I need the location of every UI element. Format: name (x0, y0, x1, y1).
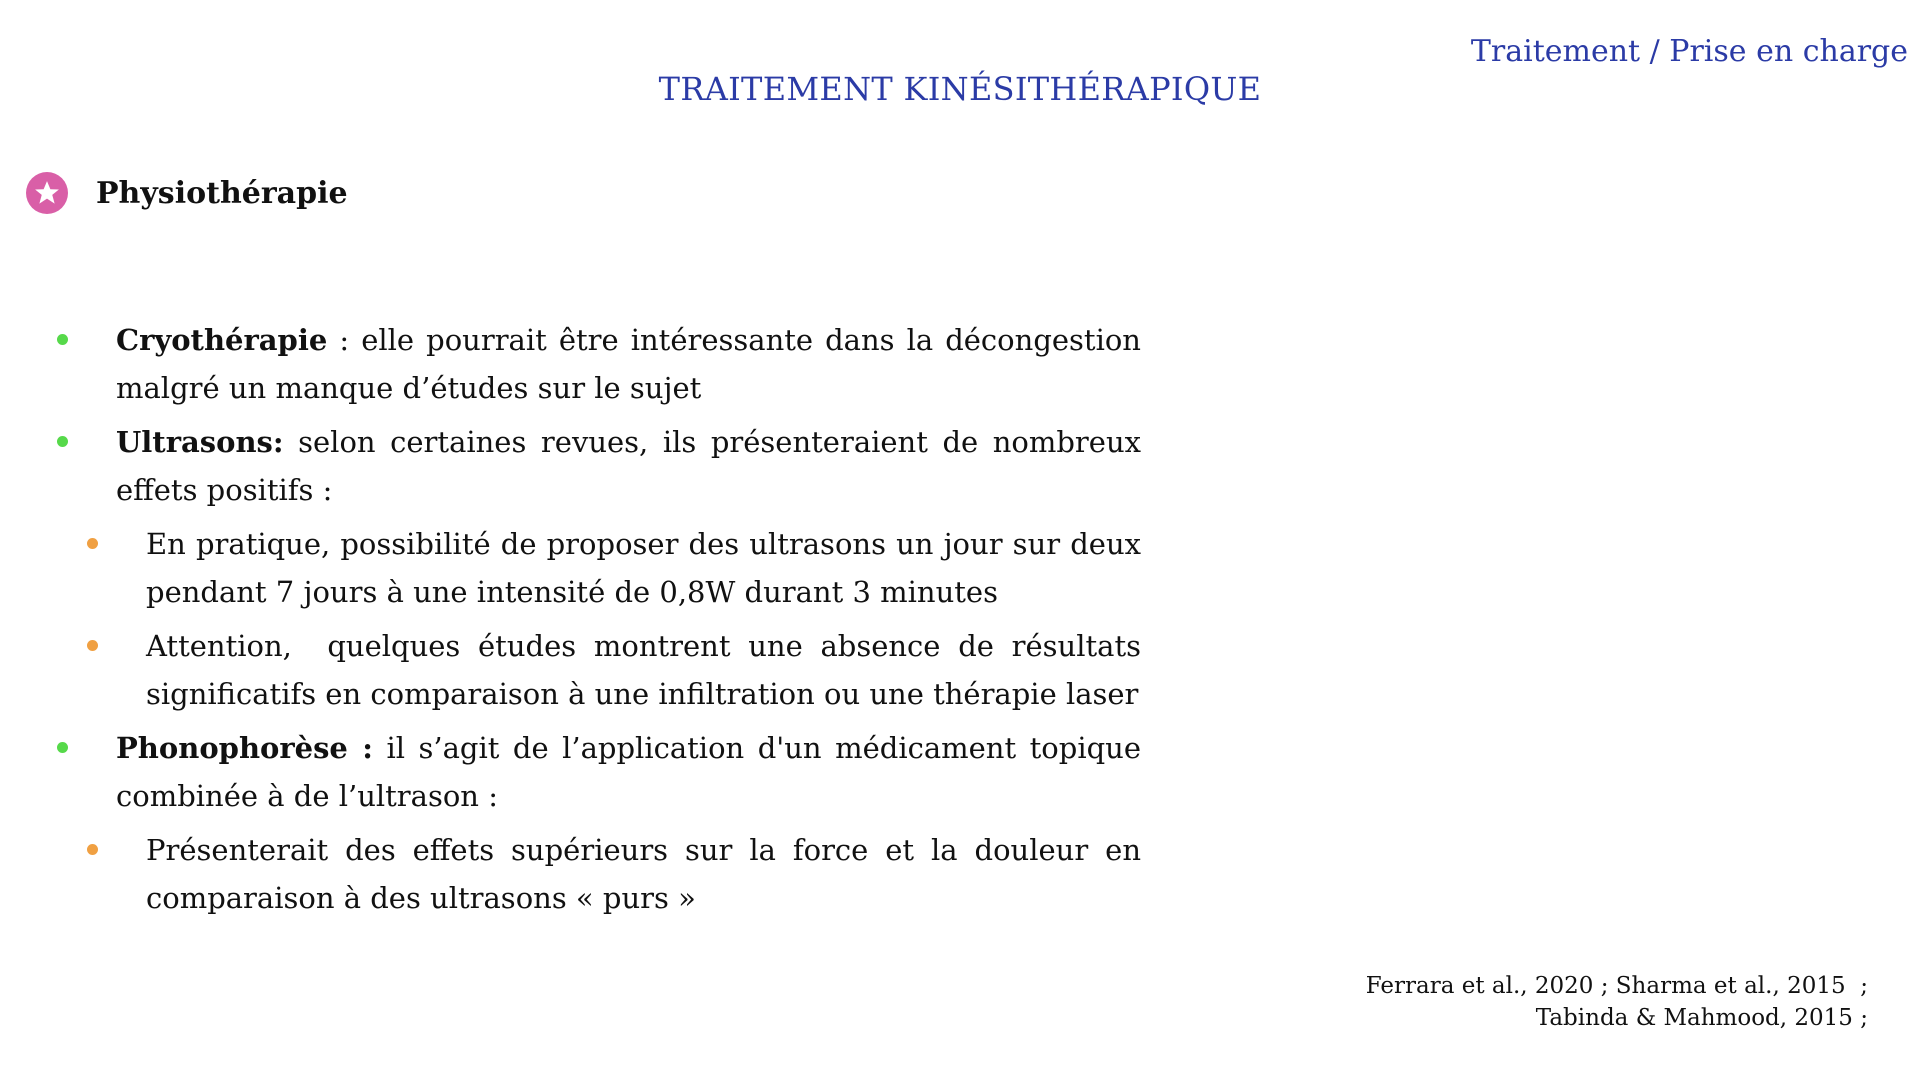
sub-item-practice (0, 520, 1141, 616)
section-label: Physiothérapie (96, 175, 348, 211)
item-text: il s’agit de l’application d'un médicament topique combinée à de l’ultrason : (116, 731, 1141, 813)
section-breadcrumb: Traitement / Prise en charge (1470, 34, 1908, 69)
list-item-cryotherapy (0, 316, 1141, 412)
bullet-list (0, 316, 1151, 928)
item-text: En pratique, possibilité de proposer des ultrasons un jour sur deux pendant 7 jours à une intensité de 0,8W durant 3 minutes (146, 527, 1141, 609)
references (1366, 970, 1868, 1034)
reference-line: Tabinda & Mahmood, 2015 ; (1535, 1005, 1868, 1031)
list-item-ultrasound (0, 418, 1141, 514)
bullet-icon (57, 334, 68, 345)
star-icon (26, 172, 68, 214)
item-text: Attention, quelques études montrent une absence de résultats significatifs en comparaison à une infiltration ou une thérapie laser (146, 629, 1151, 711)
sub-item-warning (0, 622, 1151, 718)
slide-title: TRAITEMENT KINÉSITHÉRAPIQUE (658, 70, 1262, 108)
bullet-icon (87, 640, 98, 651)
list-item-phonophoresis (0, 724, 1141, 820)
bullet-icon (87, 844, 98, 855)
item-term: Cryothérapie (116, 323, 328, 357)
sub-item-effects (0, 826, 1141, 922)
section-heading (26, 172, 348, 214)
bullet-icon (57, 436, 68, 447)
item-text: : elle pourrait être intéressante dans la décongestion malgré un manque d’études sur le sujet (116, 323, 1141, 405)
item-text: Présenterait des effets supérieurs sur la force et la douleur en comparaison à des ultrasons « purs » (146, 833, 1141, 915)
bullet-icon (87, 538, 98, 549)
item-term: Ultrasons: (116, 425, 284, 459)
item-term: Phonophorèse : (116, 731, 373, 765)
item-text: selon certaines revues, ils présenteraient de nombreux effets positifs : (116, 425, 1141, 507)
reference-line: Ferrara et al., 2020 ; Sharma et al., 2015 ; (1365, 973, 1868, 999)
bullet-icon (57, 742, 68, 753)
